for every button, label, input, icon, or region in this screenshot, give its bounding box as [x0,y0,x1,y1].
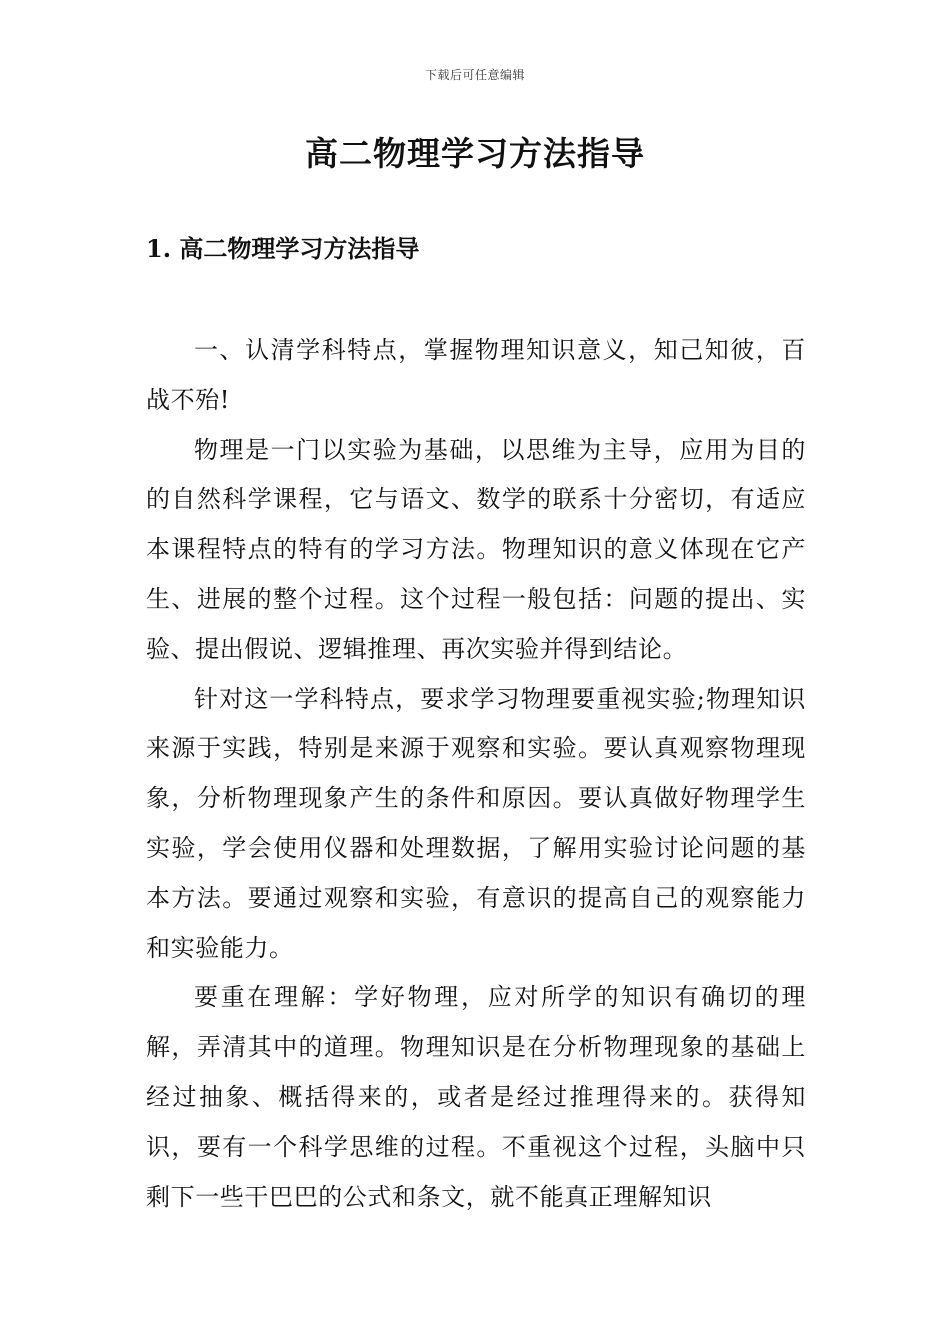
paragraph-1: 一、认清学科特点，掌握物理知识意义，知己知彼，百战不殆! [146,336,806,414]
paragraph-3: 针对这一学科特点，要求学习物理要重视实验;物理知识来源于实践，特别是来源于观察和实验。要认真观察物理现象，分析物理现象产生的条件和原因。要认真做好物理学生实验，学会使用仪器和处理数据，了解用实验讨论问题的基本方法。要通过观察和实验，有意识的提高自己的观察能力和实验能力。 [146,684,806,962]
section-heading: 1. 高二物理学习方法指导 [146,234,420,263]
paragraph-2: 物理是一门以实验为基础，以思维为主导，应用为目的的自然科学课程，它与语文、数学的联系十分密切，有适应本课程特点的特有的学习方法。物理知识的意义体现在它产生、进展的整个过程。这个过程一般包括：问题的提出、实验、提出假说、逻辑推理、再次实验并得到结论。 [146,435,806,663]
paragraph-4: 要重在理解：学好物理，应对所学的知识有确切的理解，弄清其中的道理。物理知识是在分析物理现象的基础上经过抽象、概括得来的，或者是经过推理得来的。获得知识，要有一个科学思维的过程。不重视这个过程，头脑中只剩下一些干巴巴的公式和条文，就不能真正理解知识 [146,983,806,1211]
document-title: 高二物理学习方法指导 [305,134,645,173]
body-text [146,326,806,1222]
header-note: 下载后可任意编辑 [424,68,525,82]
